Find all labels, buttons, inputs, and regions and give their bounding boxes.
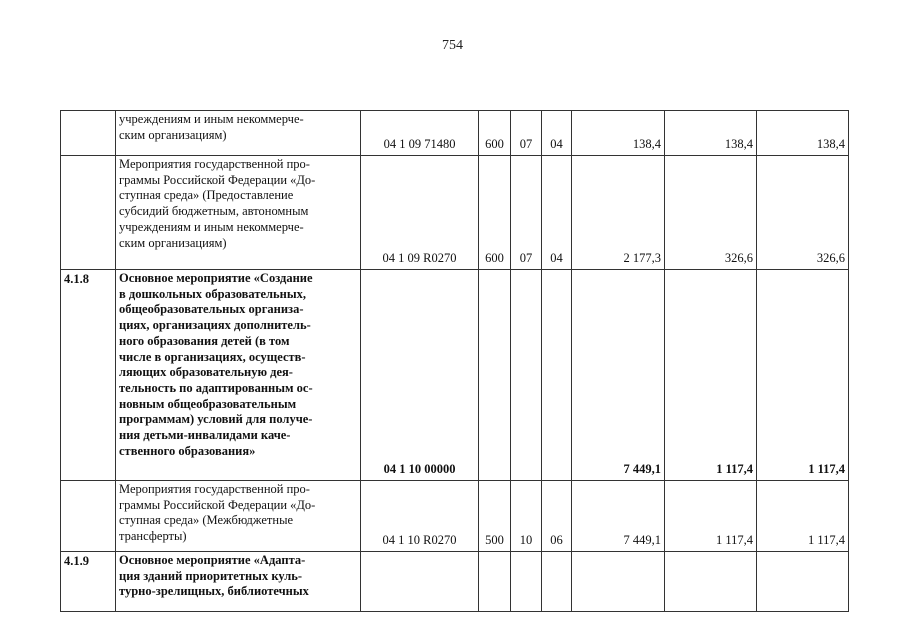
subsection-cell	[542, 270, 572, 481]
subsection-cell: 06	[542, 481, 572, 552]
description-line: ляющих образовательную дея-	[119, 365, 293, 380]
amount-year-2-cell: 1 117,4	[665, 481, 757, 552]
expense-type-cell: 500	[479, 481, 511, 552]
target-article-code-cell: 04 1 09 71480	[361, 111, 479, 156]
amount-year-2-cell	[665, 552, 757, 612]
row-description-cell	[116, 270, 361, 481]
subsection-cell	[542, 552, 572, 612]
table-row	[61, 552, 849, 612]
description-line: Основное мероприятие «Создание	[119, 271, 313, 285]
description-line: граммы Российской Федерации «До-	[119, 172, 316, 187]
amount-year-3-cell: 1 117,4	[757, 481, 849, 552]
description-line: ственного образования»	[119, 443, 256, 458]
description-line: трансферты)	[119, 529, 187, 544]
table-row	[61, 481, 849, 552]
amount-year-1-cell	[572, 552, 665, 612]
description-line: ступная среда» (Межбюджетные	[119, 513, 294, 528]
row-number-cell	[61, 481, 116, 552]
amount-year-2-cell: 1 117,4	[665, 270, 757, 481]
description-line: учреждениям и иным некоммерче-	[119, 112, 304, 126]
amount-year-1-cell: 2 177,3	[572, 156, 665, 270]
description-line: программам) условий для получе-	[119, 412, 313, 427]
row-description-cell	[116, 156, 361, 270]
section-cell: 07	[511, 156, 542, 270]
description-line: ступная среда» (Предоставление	[119, 188, 294, 203]
description-line: в дошкольных образовательных,	[119, 286, 306, 301]
target-article-code-cell	[361, 552, 479, 612]
amount-year-1-cell: 7 449,1	[572, 481, 665, 552]
table-row	[61, 156, 849, 270]
description-line: числе в организациях, осуществ-	[119, 349, 306, 364]
amount-year-1-cell: 138,4	[572, 111, 665, 156]
description-line: ния детьми-инвалидами каче-	[119, 428, 291, 443]
expense-type-cell	[479, 552, 511, 612]
page-number: 754	[442, 38, 463, 53]
description-line: Мероприятия государственной про-	[119, 482, 310, 496]
table-row	[61, 111, 849, 156]
description-line: ция зданий приоритетных куль-	[119, 568, 303, 583]
amount-year-3-cell: 138,4	[757, 111, 849, 156]
row-number-cell	[61, 156, 116, 270]
row-number-cell: 4.1.9	[61, 552, 116, 612]
target-article-code-cell: 04 1 10 00000	[361, 270, 479, 481]
section-cell	[511, 270, 542, 481]
description-line: Основное мероприятие «Адапта-	[119, 553, 306, 567]
amount-year-3-cell: 1 117,4	[757, 270, 849, 481]
description-line: новным общеобразовательным	[119, 396, 297, 411]
amount-year-3-cell	[757, 552, 849, 612]
row-description-cell	[116, 111, 361, 156]
budget-table-container	[60, 110, 848, 612]
section-cell: 07	[511, 111, 542, 156]
row-number-cell: 4.1.8	[61, 270, 116, 481]
subsection-cell: 04	[542, 156, 572, 270]
amount-year-2-cell: 138,4	[665, 111, 757, 156]
description-line: ским организациям)	[119, 235, 227, 250]
description-line: циях, организациях дополнитель-	[119, 318, 311, 333]
expense-type-cell	[479, 270, 511, 481]
description-line: ного образования детей (в том	[119, 333, 290, 348]
row-description-cell	[116, 552, 361, 612]
description-line: субсидий бюджетным, автономным	[119, 204, 309, 219]
amount-year-3-cell: 326,6	[757, 156, 849, 270]
amount-year-1-cell: 7 449,1	[572, 270, 665, 481]
description-line: общеобразовательных организа-	[119, 302, 304, 317]
row-description-cell	[116, 481, 361, 552]
section-cell	[511, 552, 542, 612]
description-line: ским организациям)	[119, 127, 227, 142]
section-cell: 10	[511, 481, 542, 552]
amount-year-2-cell: 326,6	[665, 156, 757, 270]
subsection-cell: 04	[542, 111, 572, 156]
description-line: Мероприятия государственной про-	[119, 157, 310, 171]
table-row	[61, 270, 849, 481]
description-line: турно-зрелищных, библиотечных	[119, 584, 309, 599]
expense-type-cell: 600	[479, 111, 511, 156]
description-line: граммы Российской Федерации «До-	[119, 497, 316, 512]
description-line: тельность по адаптированным ос-	[119, 380, 313, 395]
row-number-cell	[61, 111, 116, 156]
target-article-code-cell: 04 1 09 R0270	[361, 156, 479, 270]
budget-table	[60, 110, 849, 612]
description-line: учреждениям и иным некоммерче-	[119, 219, 304, 234]
expense-type-cell: 600	[479, 156, 511, 270]
target-article-code-cell: 04 1 10 R0270	[361, 481, 479, 552]
